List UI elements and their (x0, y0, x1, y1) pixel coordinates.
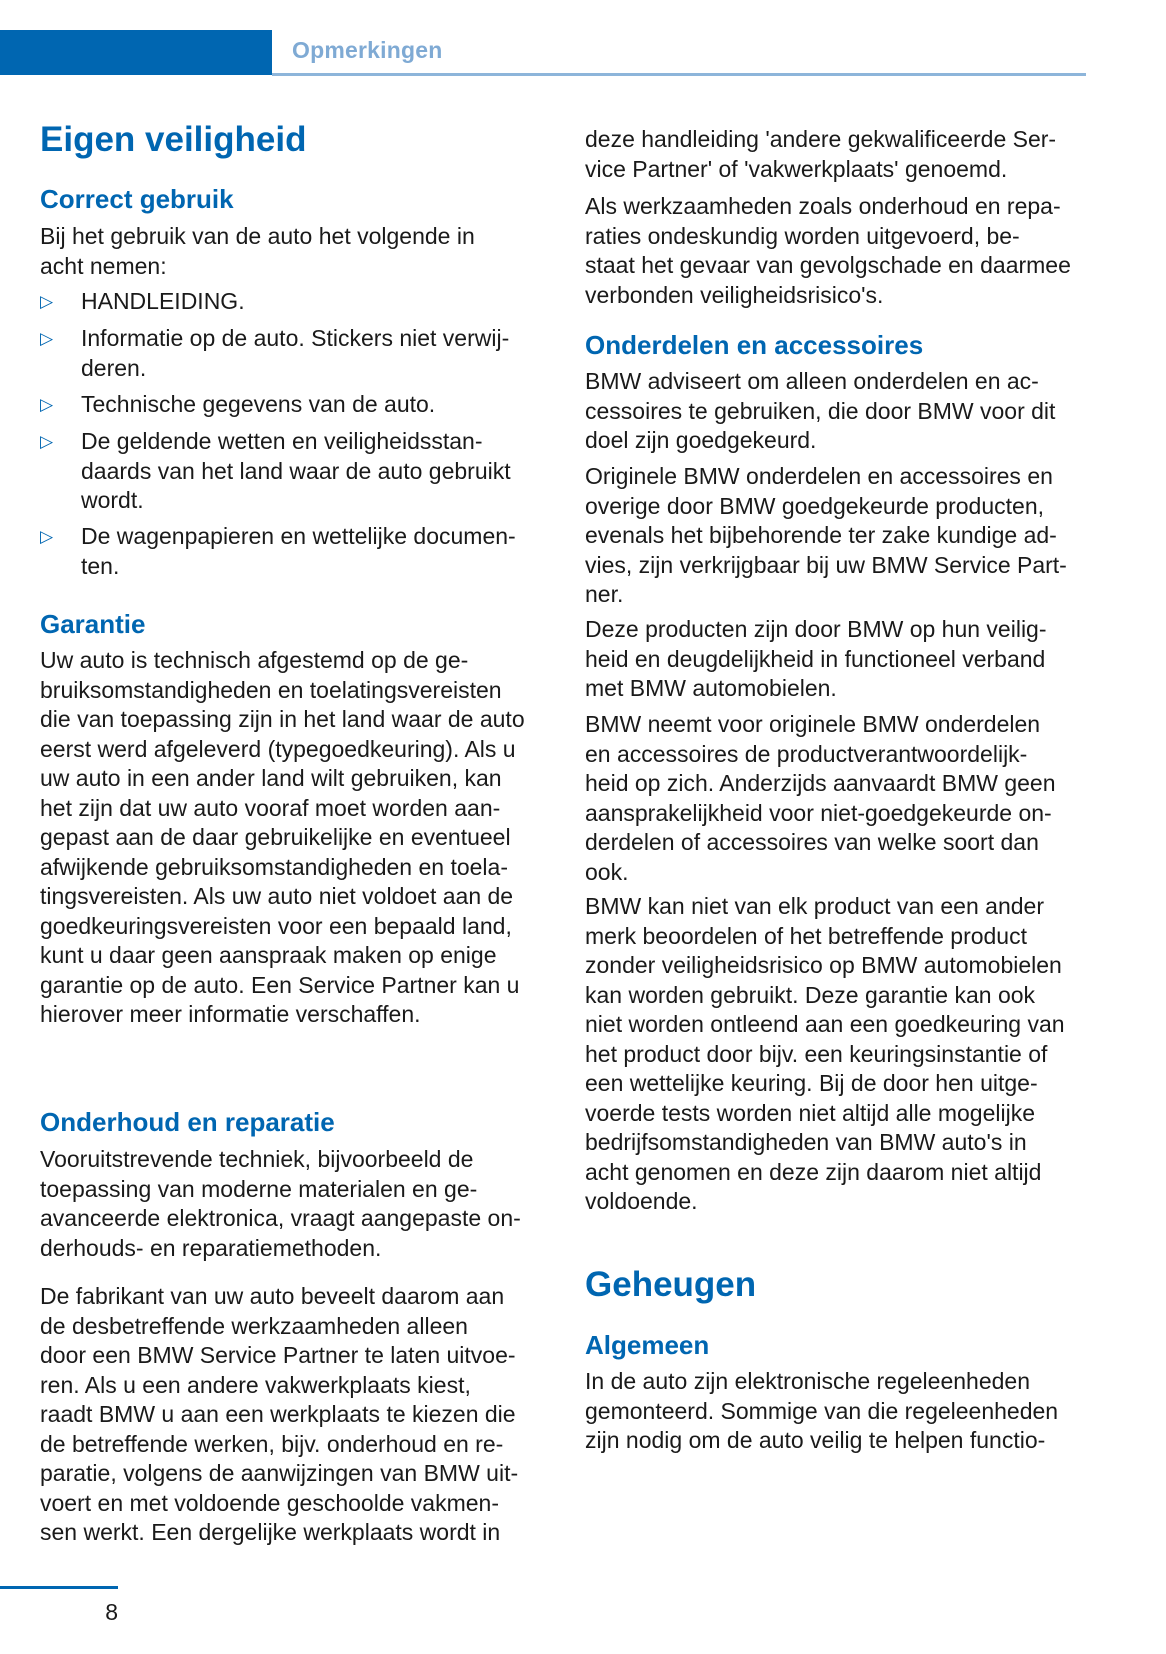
text-line: Deze producten zijn door BMW op hun veilig- (585, 616, 1047, 642)
paragraph-continuation (585, 125, 1105, 184)
text-line: Uw auto is technisch afgestemd op de ge- (40, 647, 469, 673)
text-line: garantie op de auto. Een Service Partner kan u (40, 971, 520, 998)
text-line: gemonteerd. Sommige van die regeleenheden (585, 1397, 1059, 1424)
text-line: Als werkzaamheden zoals onderhoud en repa- (585, 193, 1061, 219)
paragraph-onderdelen-3 (585, 615, 1105, 704)
text-line: Technische gegevens van de auto. (81, 391, 436, 417)
text-line: een wettelijke keuring. Bij de door hen uitge- (585, 1070, 1038, 1096)
text-line: sen werkt. Een dergelijke werkplaats wordt in (40, 1519, 501, 1545)
text-line: derhouds- en reparatiemethoden. (40, 1234, 382, 1261)
paragraph-onderdelen-1 (585, 367, 1105, 456)
text-line: heid op zich. Anderzijds aanvaardt BMW geen (585, 770, 1056, 796)
text-line: zonder veiligheidsrisico op BMW automobielen (585, 952, 1062, 978)
paragraph-onderdelen-4 (585, 710, 1105, 887)
text-line: die van toepassing zijn in het land waar de auto (40, 706, 525, 732)
footer-rule (0, 1586, 118, 1589)
text-line: voert en met voldoende geschoolde vakmen- (40, 1489, 500, 1516)
text-line: raadt BMW u aan een werkplaats te kiezen die (40, 1401, 516, 1427)
text-line: eerst werd afgeleverd (typegoedkeuring). Als u (40, 735, 516, 762)
text-line: avanceerde elektronica, vraagt aangepaste on- (40, 1205, 521, 1231)
page-heading-eigen-veiligheid: Eigen veiligheid (40, 120, 307, 159)
section-title: Opmerkingen (292, 37, 443, 63)
text-line: bruiksomstandigheden en toelatingsvereisten (40, 676, 502, 703)
text-line: Informatie op de auto. Stickers niet verwij- (81, 325, 510, 351)
paragraph-risk (585, 192, 1105, 310)
text-line: staat het gevaar van gevolgschade en daarmee (585, 252, 1071, 278)
paragraph-onderhoud-1 (40, 1145, 560, 1263)
text-line: zijn nodig om de auto veilig te helpen functio- (585, 1427, 1046, 1453)
text-line: goedkeuringsvereisten voor een bepaald land, (40, 912, 512, 939)
triangle-bullet-icon: ▷ (40, 329, 54, 348)
text-line: de betreffende werken, bijv. onderhoud en re- (40, 1430, 504, 1457)
text-line: paratie, volgens de aanwijzingen van BMW uit- (40, 1460, 519, 1486)
page-number: 8 (105, 1599, 118, 1625)
paragraph-intro (40, 222, 560, 281)
triangle-bullet-icon: ▷ (40, 292, 54, 311)
text-line: voldoende. (585, 1188, 698, 1214)
header-accent-block (0, 30, 272, 75)
text-line: bedrijfsomstandigheden van BMW auto's in (585, 1129, 1027, 1155)
text-line: BMW neemt voor originele BMW onderdelen (585, 711, 1041, 737)
text-line: raties ondeskundig worden uitgevoerd, be- (585, 222, 1020, 249)
triangle-bullet-icon: ▷ (40, 395, 54, 414)
text-line: ren. Als u een andere vakwerkplaats kiest, (40, 1371, 471, 1398)
text-line: toepassing van moderne materialen en ge- (40, 1175, 478, 1202)
text-line: de desbetreffende werkzaamheden alleen (40, 1312, 468, 1339)
text-line: merk beoordelen of het betreffende product (585, 922, 1027, 949)
text-line: heid en deugdelijkheid in functioneel verband (585, 645, 1046, 672)
text-line: cessoires te gebruiken, die door BMW voor dit (585, 397, 1056, 424)
paragraph-onderdelen-2 (585, 462, 1105, 610)
text-line: daards van het land waar de auto gebruikt (81, 457, 511, 484)
text-line: gepast aan de daar gebruikelijke en eventueel (40, 824, 511, 850)
text-line: In de auto zijn elektronische regeleenheden (585, 1368, 1030, 1394)
header-rule (272, 73, 1086, 76)
subheading-algemeen: Algemeen (585, 1330, 710, 1360)
text-line: Originele BMW onderdelen en accessoires en (585, 463, 1053, 489)
text-line: door een BMW Service Partner te laten uitvoe- (40, 1342, 516, 1368)
text-line: Vooruitstrevende techniek, bijvoorbeeld de (40, 1146, 474, 1172)
text-line: vice Partner' of 'vakwerkplaats' genoemd. (585, 155, 1008, 182)
subheading-garantie: Garantie (40, 609, 146, 639)
text-line: tingsvereisten. Als uw auto niet voldoet aan de (40, 883, 514, 909)
text-line: kunt u daar geen aanspraak maken op enige (40, 942, 497, 968)
text-line: ner. (585, 581, 624, 607)
paragraph-onderhoud-2 (40, 1282, 560, 1548)
text-line: BMW adviseert om alleen onderdelen en ac- (585, 368, 1039, 394)
text-line: deren. (81, 354, 147, 381)
text-line: vies, zijn verkrijgbaar bij uw BMW Service Part- (585, 551, 1067, 578)
text-line: derdelen of accessoires van welke soort dan (585, 829, 1039, 855)
text-line: Bij het gebruik van de auto het volgende in (40, 223, 475, 249)
text-line: ten. (81, 552, 120, 579)
text-line: acht nemen: (40, 252, 167, 279)
triangle-bullet-icon: ▷ (40, 527, 54, 546)
text-line: voerde tests worden niet altijd alle mogelijke (585, 1099, 1036, 1126)
text-line: kan worden gebruikt. Deze garantie kan ook (585, 981, 1036, 1008)
text-line: afwijkende gebruiksomstandigheden en toela- (40, 853, 508, 880)
text-line: aansprakelijkheid voor niet-goedgekeurde on- (585, 799, 1052, 826)
text-line: uw auto in een ander land wilt gebruiken, kan (40, 765, 502, 791)
subheading-onderdelen-en-accessoires: Onderdelen en accessoires (585, 330, 924, 360)
text-line: De geldende wetten en veiligheidsstan- (81, 428, 483, 454)
page-heading-geheugen: Geheugen (585, 1265, 757, 1304)
text-line: BMW kan niet van elk product van een ander (585, 893, 1044, 919)
text-line: verbonden veiligheidsrisico's. (585, 281, 884, 308)
text-line: De fabrikant van uw auto beveelt daarom aan (40, 1283, 505, 1309)
paragraph-algemeen (585, 1367, 1105, 1456)
paragraph-garantie (40, 646, 560, 1030)
text-line: hierover meer informatie verschaffen. (40, 1001, 421, 1027)
text-line: acht genomen en deze zijn daarom niet altijd (585, 1158, 1042, 1185)
text-line: HANDLEIDING. (81, 288, 245, 314)
text-line: met BMW automobielen. (585, 675, 837, 701)
text-line: doel zijn goedgekeurd. (585, 427, 817, 453)
paragraph-onderdelen-5 (585, 892, 1105, 1217)
triangle-bullet-icon: ▷ (40, 432, 54, 451)
text-line: De wagenpapieren en wettelijke documen- (81, 523, 516, 549)
text-line: evenals het bijbehorende ter zake kundige ad- (585, 522, 1057, 548)
subheading-correct-gebruik: Correct gebruik (40, 184, 234, 214)
subheading-onderhoud-en-reparatie: Onderhoud en reparatie (40, 1107, 335, 1137)
text-line: wordt. (81, 487, 144, 513)
text-line: en accessoires de productverantwoordelijk- (585, 740, 1028, 767)
text-line: niet worden ontleend aan een goedkeuring van (585, 1011, 1065, 1037)
text-line: ook. (585, 858, 629, 885)
text-line: overige door BMW goedgekeurde producten, (585, 492, 1045, 519)
text-line: het zijn dat uw auto vooraf moet worden aan- (40, 794, 501, 821)
text-line: het product door bijv. een keuringsinstantie of (585, 1040, 1048, 1067)
text-line: deze handleiding 'andere gekwalificeerde Ser- (585, 126, 1057, 152)
